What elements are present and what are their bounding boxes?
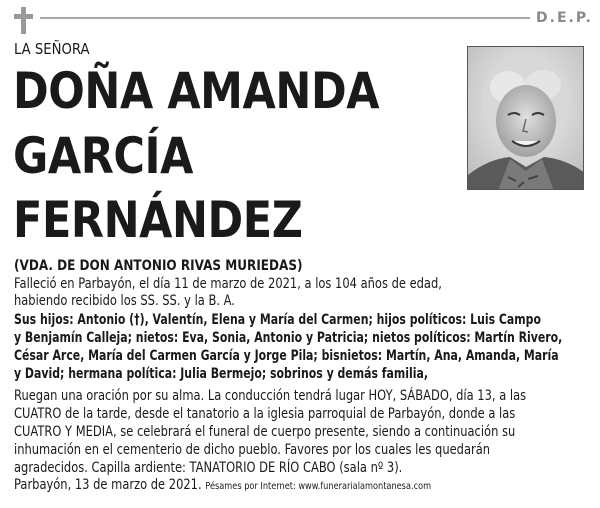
deceased-name-line-3: FERNÁNDEZ	[13, 191, 303, 249]
notice-line-5: agradecidos. Capilla ardiente: TANATORIO DE RÍO CABO (sala nº 3).	[14, 460, 403, 476]
notice-line-4: inhumación en el cementerio de dicho pueblo. Favores por los cuales les quedarán	[14, 442, 491, 458]
family-line-2: y Benjamín Calleja; nietos: Eva, Sonia, Antonio y Patricia; nietos políticos: Martín Rivero,	[14, 330, 563, 346]
notice-line-3: CUATRO Y MEDIA, se celebrará el funeral de cuerpo presente, siendo a continuación su	[14, 424, 516, 440]
death-details	[14, 276, 483, 310]
cross-icon	[14, 7, 33, 34]
place-date: Parbayón, 13 de marzo de 2021.	[14, 477, 202, 493]
notice-line-2: CUATRO de la tarde, desde el tanatorio a la iglesia parroquial de Parbayón, donde a las	[14, 406, 516, 422]
dep-label: D.E.P.	[536, 10, 593, 26]
family-list	[14, 311, 563, 383]
widow-of-line: (VDA. DE DON ANTONIO RIVAS MURIEDAS)	[14, 258, 303, 274]
header-rule	[40, 17, 530, 19]
family-line-1: Sus hijos: Antonio (†), Valentín, Elena y María del Carmen; hijos políticos: Luis Campo	[14, 312, 541, 328]
deceased-name-line-1: DOÑA AMANDA	[13, 62, 380, 120]
title-label: LA SEÑORA	[14, 40, 90, 58]
portrait-image	[468, 47, 584, 190]
notice-line-1: Ruegan una oración por su alma. La conducción tendrá lugar HOY, SÁBADO, día 13, a las	[14, 388, 527, 404]
family-line-4: y David; hermana política: Julia Bermejo; sobrinos y demás familia,	[14, 366, 429, 382]
condolences-link[interactable]: Pésames por Internet: www.funerarialamontanesa.com	[205, 481, 432, 492]
death-line-1: Falleció en Parbayón, el día 11 de marzo de 2021, a los 104 años de edad,	[14, 276, 442, 292]
portrait-photo	[467, 46, 584, 190]
funeral-notice	[14, 387, 527, 477]
family-line-3: César Arce, María del Carmen García y Jorge Pila; bisnietos: Martín, Ana, Amanda, María	[14, 348, 559, 364]
death-line-2: habiendo recibido los SS. SS. y la B. A.	[14, 293, 235, 309]
deceased-name-line-2: GARCÍA	[13, 127, 193, 185]
footer	[14, 477, 483, 493]
